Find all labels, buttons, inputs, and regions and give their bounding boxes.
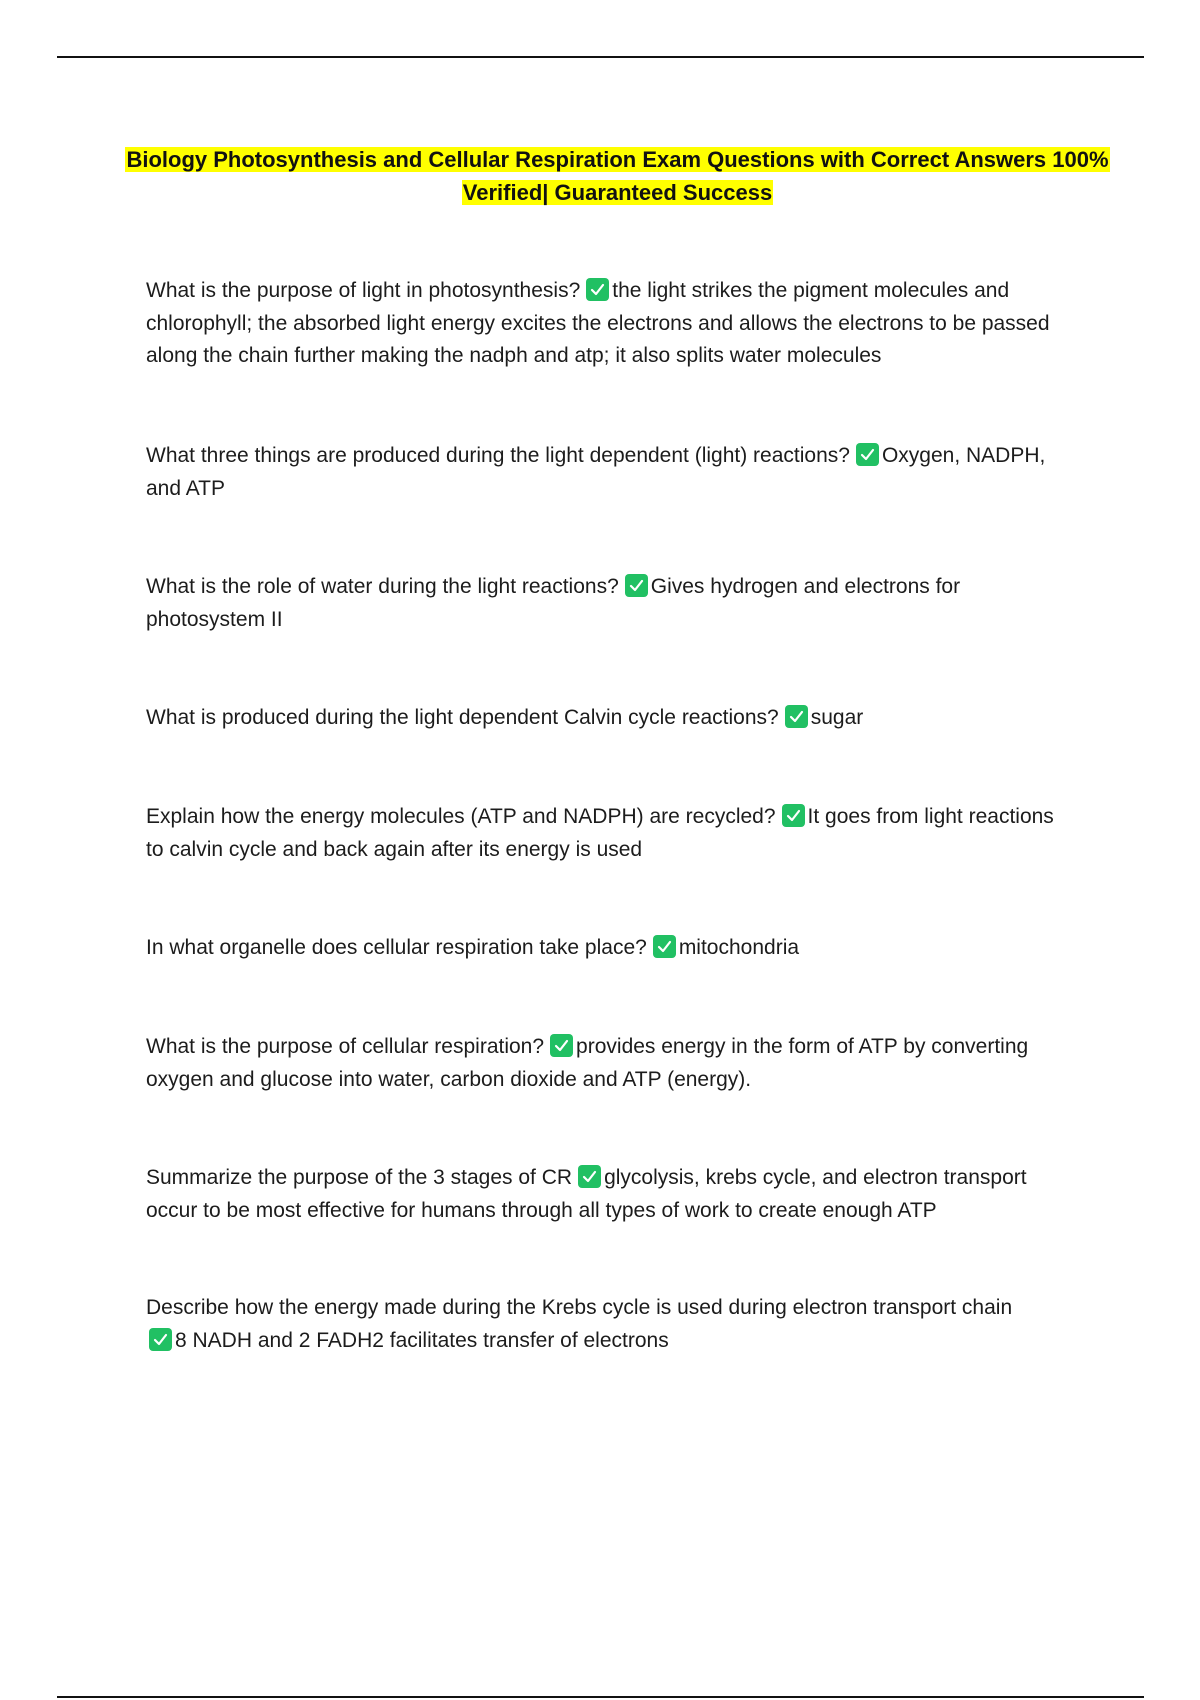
qa-item-7 (146, 1031, 1076, 1096)
check-icon (782, 804, 805, 827)
answer-text: sugar (810, 706, 864, 729)
check-icon (578, 1165, 601, 1188)
check-icon (653, 935, 676, 958)
answer-text: the light strikes the pigment molecules and chlorophyll; the absorbed light energy excites the electrons and allows the electrons to be passed along the chain further making the nadph and atp; it also splits water molecules (146, 279, 1050, 367)
question-text: What three things are produced during the light dependent (light) reactions? (146, 444, 850, 467)
bottom-rule (57, 1696, 1144, 1698)
title-line-2: Verified| Guaranteed Success (462, 180, 773, 205)
answer-text: provides energy in the form of ATP by converting oxygen and glucose into water, carbon dioxide and ATP (energy). (146, 1035, 1029, 1091)
question-text: What is the purpose of light in photosynthesis? (146, 279, 581, 302)
title-line-1: Biology Photosynthesis and Cellular Respiration Exam Questions with Correct Answers 100% (126, 147, 1109, 172)
check-icon (625, 574, 648, 597)
question-text: Summarize the purpose of the 3 stages of CR (146, 1166, 573, 1189)
check-icon (856, 443, 879, 466)
answer-text: It goes from light reactions to calvin cycle and back again after its energy is used (146, 805, 1054, 861)
qa-item-4 (146, 702, 1076, 735)
answer-text: glycolysis, krebs cycle, and electron transport occur to be most effective for humans through all types of work to create enough ATP (146, 1166, 1027, 1222)
qa-item-8 (146, 1162, 1076, 1227)
document-title (120, 143, 1115, 209)
check-icon (785, 705, 808, 728)
qa-item-1 (146, 275, 1076, 373)
question-text: In what organelle does cellular respiration take place? (146, 936, 647, 959)
answer-text: Oxygen, NADPH, and ATP (146, 444, 1046, 500)
answer-text: mitochondria (678, 936, 800, 959)
qa-item-2 (146, 440, 1076, 505)
question-text: What is produced during the light dependent Calvin cycle reactions? (146, 706, 779, 729)
qa-item-6 (146, 932, 1076, 965)
check-icon (149, 1328, 172, 1351)
check-icon (550, 1034, 573, 1057)
qa-item-9 (146, 1292, 1076, 1357)
answer-text: 8 NADH and 2 FADH2 facilitates transfer of electrons (175, 1328, 669, 1352)
question-text: Describe how the energy made during the Krebs cycle is used during electron transport chain (146, 1296, 1013, 1319)
qa-item-3 (146, 571, 1076, 636)
check-icon (586, 278, 609, 301)
question-text: What is the purpose of cellular respiration? (146, 1035, 545, 1058)
answer-text: Gives hydrogen and electrons for photosystem II (146, 575, 961, 631)
question-text: What is the role of water during the light reactions? (146, 575, 619, 598)
top-rule (57, 56, 1144, 58)
qa-item-5 (146, 801, 1076, 866)
question-text: Explain how the energy molecules (ATP and NADPH) are recycled? (146, 805, 776, 828)
